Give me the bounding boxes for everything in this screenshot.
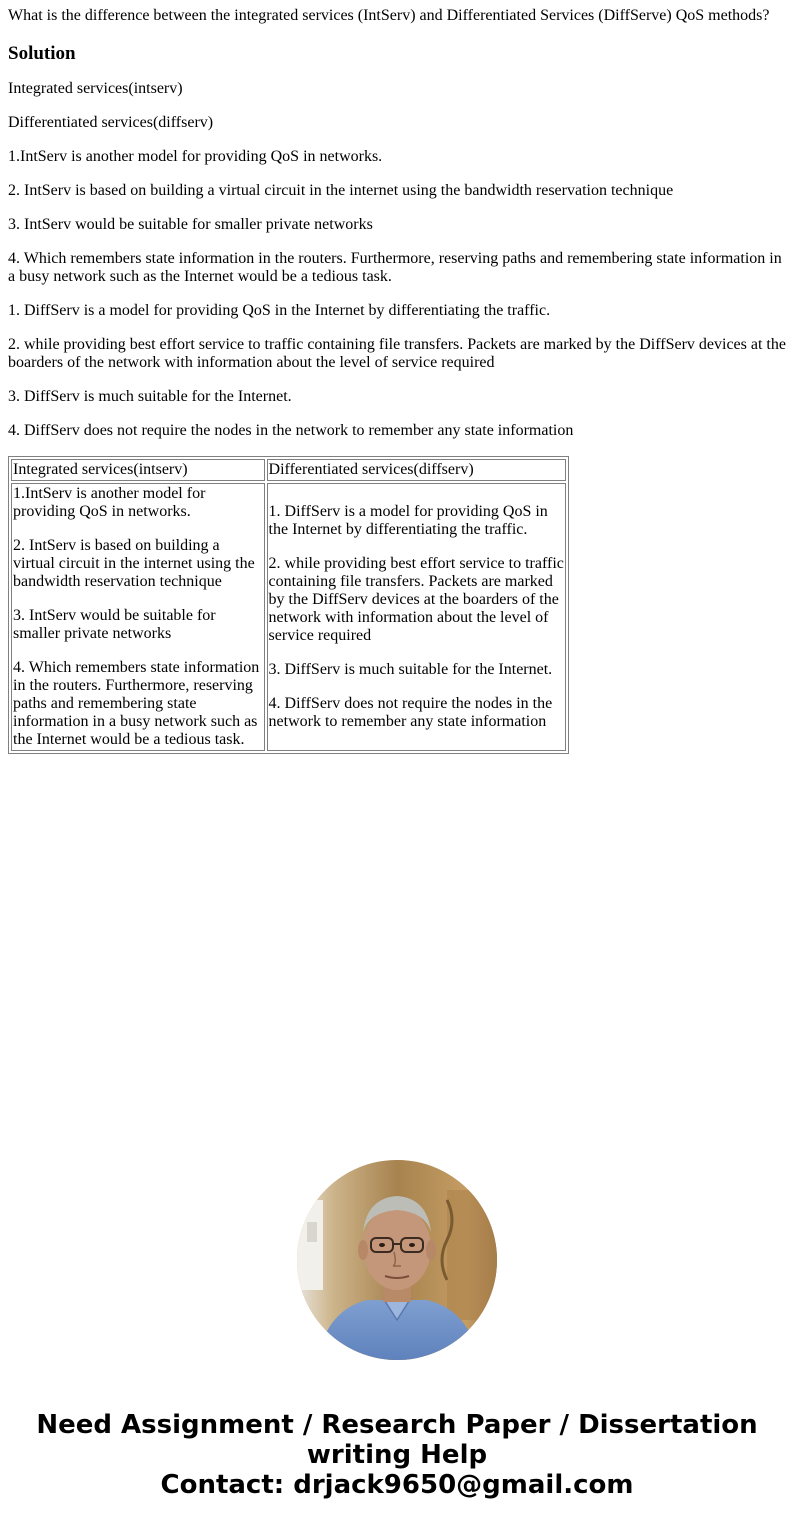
cell-paragraph: 4. Which remembers state information in the routers. Furthermore, reserving paths and remembering state information in a busy network such as the Internet would be a tedious task. (13, 659, 260, 748)
paragraph: Differentiated services(diffserv) (8, 114, 214, 131)
table-header-diffserv: Differentiated services(diffserv) (267, 459, 566, 481)
cell-paragraph: 1. DiffServ is a model for providing QoS in the Internet by differentiating the traffic. (268, 503, 548, 538)
promo-contact: Contact: drjack9650@gmail.com (160, 1470, 634, 1500)
cell-paragraph: 3. IntServ would be suitable for smaller private networks (13, 607, 216, 642)
author-photo-illustration (297, 1160, 497, 1360)
table-header-intserv: Integrated services(intserv) (11, 459, 265, 481)
promo-banner (0, 1410, 794, 1500)
paragraph: 3. DiffServ is much suitable for the Internet. (8, 388, 292, 405)
paragraph: 1. DiffServ is a model for providing QoS in the Internet by differentiating the traffic. (8, 302, 551, 319)
table-cell-intserv (11, 483, 265, 751)
question-text: What is the difference between the integrated services (IntServ) and Differentiated Services (DiffServe) QoS methods? (8, 7, 770, 24)
promo-line: Need Assignment / Research Paper / Dissertation (36, 1410, 758, 1440)
paragraph: Integrated services(intserv) (8, 80, 183, 97)
table-row (11, 483, 566, 751)
cell-paragraph: 2. IntServ is based on building a virtual circuit in the internet using the bandwidth reservation technique (13, 537, 255, 590)
solution-heading: Solution (8, 43, 76, 64)
comparison-table (8, 456, 569, 754)
table-cell-diffserv (267, 483, 566, 751)
cell-paragraph: 4. DiffServ does not require the nodes in the network to remember any state information (268, 695, 553, 730)
cell-paragraph: 3. DiffServ is much suitable for the Internet. (268, 661, 553, 678)
paragraph: 2. while providing best effort service to traffic containing file transfers. Packets are marked by the DiffServ devices at the boarders of the network with information about the level of service required (8, 336, 786, 371)
paragraph: 1.IntServ is another model for providing QoS in networks. (8, 148, 383, 165)
table-header-row (11, 459, 566, 481)
author-photo (297, 1160, 497, 1360)
paragraph: 4. DiffServ does not require the nodes in the network to remember any state information (8, 422, 574, 439)
paragraph: 4. Which remembers state information in the routers. Furthermore, reserving paths and remembering state information in a busy network such as the Internet would be a tedious task. (8, 250, 782, 285)
cell-paragraph: 2. while providing best effort service to traffic containing file transfers. Packets are marked by the DiffServ devices at the boarders of the network with information about the level of service required (268, 555, 564, 644)
paragraph: 2. IntServ is based on building a virtual circuit in the internet using the bandwidth reservation technique (8, 182, 674, 199)
paragraph: 3. IntServ would be suitable for smaller private networks (8, 216, 373, 233)
document-body (0, 7, 794, 754)
promo-line: writing Help (306, 1440, 488, 1470)
cell-paragraph: 1.IntServ is another model for providing QoS in networks. (13, 485, 206, 520)
